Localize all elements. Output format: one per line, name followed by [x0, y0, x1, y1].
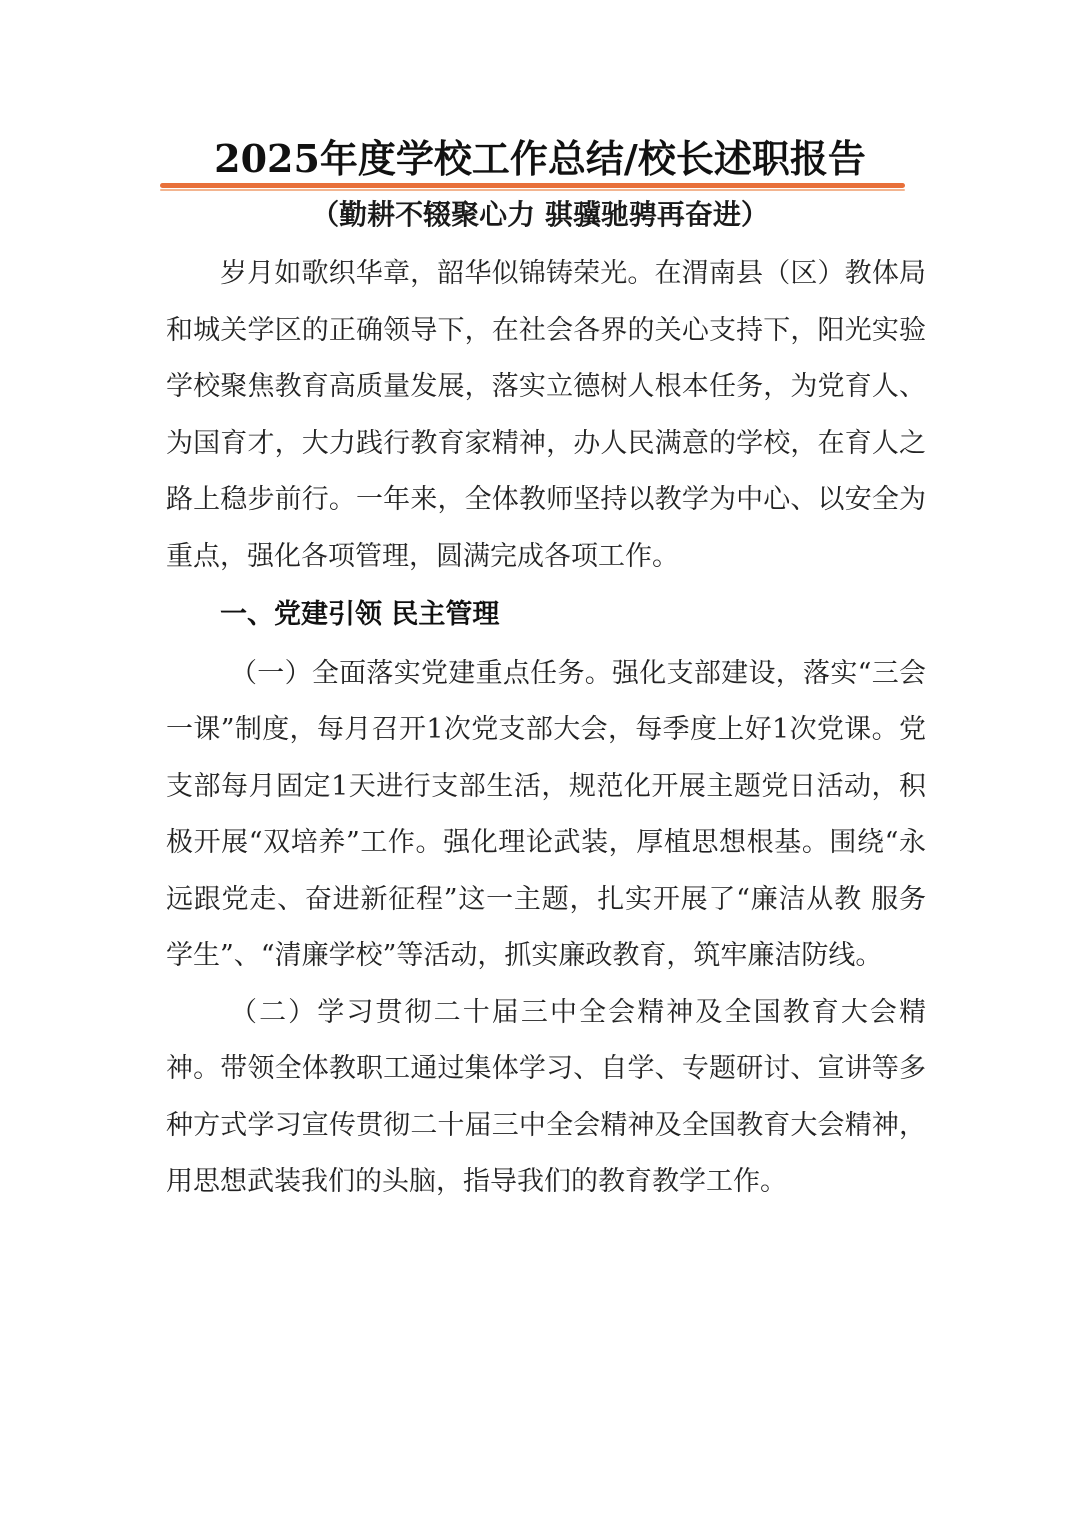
title-underline: [160, 183, 905, 188]
section-paragraph-2: （二）学习贯彻二十届三中全会精神及全国教育大会精神。带领全体教职工通过集体学习、自学、专题研讨、宣讲等多种方式学习宣传贯彻二十届三中全会精神及全国教育大会精神，用思想武装我们的头脑，指导我们的教育教学工作。: [166, 996, 926, 1197]
intro-paragraph: 岁月如歌织华章，韶华似锦铸荣光。在渭南县（区）教体局和城关学区的正确领导下，在社会各界的关心支持下，阳光实验学校聚焦教育高质量发展，落实立德树人根本任务，为党育人、为国育才，大力践行教育家精神，办人民满意的学校，在育人之路上稳步前行。一年来，全体教师坚持以教学为中心、以安全为重点，强化各项管理，圆满完成各项工作。: [166, 258, 926, 572]
document-title: 2025年度学校工作总结/校长述职报告: [214, 136, 866, 181]
document-subtitle: （勤耕不辍聚心力 骐骥驰骋再奋进）: [311, 198, 769, 231]
section-heading: 一、党建引领 民主管理: [220, 599, 500, 630]
section-paragraph-1: （一）全面落实党建重点任务。强化支部建设，落实“三会一课”制度，每月召开1次党支部大会，每季度上好1次党课。党支部每月固定1天进行支部生活，规范化开展主题党日活动，积极开展“双培养”工作。强化理论武装，厚植思想根基。围绕“永远跟党走、奋进新征程”这一主题，扎实开展了“廉洁从教 服务学生”、“清廉学校”等活动，抓实廉政教育，筑牢廉洁防线。: [166, 657, 926, 971]
title-underline-shadow: [160, 189, 905, 191]
document-body: [166, 246, 926, 1211]
